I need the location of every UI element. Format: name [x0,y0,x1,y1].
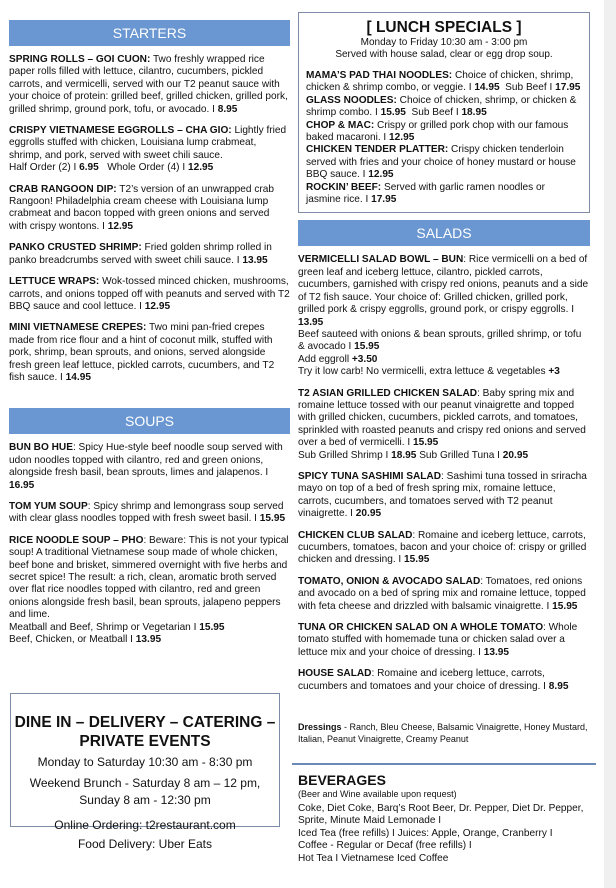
item-desc: : Romaine and iceberg lettuce, carrots, cucumbers, tomatoes, bacon and your choice of: crispy or grilled chicken and dressing. I [298,529,587,566]
item-name: TOMATO, ONION & AVOCADO SALAD [298,575,481,587]
item-price: 14.95 [65,371,91,383]
bun-option-3 [298,366,590,378]
item-desc: Choice of chicken, shrimp, or chicken & shrimp combo. I [306,94,577,119]
option-label: Beef sauteed with onions & bean sprouts, grilled shrimp, or tofu & avocado I [298,328,582,353]
option-price: 15.95 [354,341,380,353]
item-price: 8.95 [548,680,569,692]
item-name: CRAB RANGOON DIP: [9,183,117,195]
item-name: CHICKEN TENDER PLATTER: [306,144,449,156]
item-desc: : Sashimi tuna tossed in sriracha mayo on top of a bed of fresh spring mix, romaine lettuce, carrots, cucumbers, and tomatoes served with T2 peanut vinaigrette. I [298,470,587,520]
item-desc: Wok-tossed minced chicken, mushrooms, carrots, and onions topped off with peanuts and served with T2 BBQ sauce and cool lettuce. I [9,276,290,312]
whole-order-label: Whole Order (4) I [107,162,188,174]
info-hours: Monday to Saturday 10:30 am - 8:30 pm [37,755,253,769]
menu-item-chicken-tender-platter [306,144,582,181]
item-name: CHOP & MAC: [306,119,375,131]
right-column [298,0,590,865]
menu-item-panko-shrimp [9,242,290,267]
menu-item-pho [9,535,290,647]
lunch-specials-box [298,12,590,213]
pho-option-1 [9,622,290,634]
item-name: MAMA’S PAD THAI NOODLES: [306,70,453,81]
beverage-line: Coffee - Regular or Decaf (free refills) I [298,840,472,852]
item-price: 20.95 [355,508,382,520]
sub-price: 18.95 [461,107,487,119]
dressings-label: Dressings [298,722,342,733]
item-price: 15.95 [552,600,578,612]
item-desc: Lightly fried eggrolls stuffed with chicken, Louisiana lump crabmeat, shrimp, and pork, served with sweet chili sauce. [9,125,287,161]
info-food-delivery: Food Delivery: Uber Eats [77,837,213,851]
info-brunch-line-1: Weekend Brunch - Saturday 8 am – 12 pm, [29,776,261,790]
info-title: DINE IN – DELIVERY – CATERING – PRIVATE EVENTS [14,714,276,750]
salads-header: SALADS [298,220,590,246]
item-desc: Two freshly wrapped rice paper rolls filled with lettuce, cilantro, cucumbers, pickled carrots, and vermicelli, served with our T2 peanut sauce with your choice of protein: grilled beef, grilled chicken, grilled pork, grilled shrimp, ground pork, tofu, or avocado. I [9,54,288,115]
lunch-note: Served with house salad, clear or egg drop soup. [335,49,553,60]
lunch-items [306,70,582,206]
item-price: 12.95 [107,220,133,232]
sub-price: 17.95 [555,82,581,94]
beverage-line: Coke, Diet Coke, Barq’s Root Beer, Dr. Pepper, Diet Dr. Pepper, Sprite, Minute Maid Lemonade I [298,803,584,827]
menu-item-house-salad [298,668,590,693]
lunch-title: [ LUNCH SPECIALS ] [366,19,522,36]
item-desc: Crispy chicken tenderloin served with fries and your choice of honey mustard or house BBQ sauce. I [306,144,576,181]
info-online-ordering: Online Ordering: t2restaurant.com [54,818,236,832]
item-price: 15.95 [380,107,406,119]
item-name: BUN BO HUE [9,442,73,454]
item-price: 13.95 [298,316,324,328]
beverages-list [298,803,590,865]
item-desc: T2’s version of an unwrapped crab Rangoon! Philadelphia cream cheese with Louisiana lump crabmeat and bacon topped with green onions and served with crispy wontons. I [9,183,274,232]
item-price: 17.95 [371,194,397,206]
item-name: CRISPY VIETNAMESE EGGROLLS – CHA GIO: [9,125,232,137]
item-desc: Fried golden shrimp rolled in panko breadcrumbs served with sweet chili sauce. I [9,242,272,266]
beverage-line: Hot Tea I Vietnamese Iced Coffee [298,852,449,864]
option-price: 15.95 [199,621,225,633]
item-desc: : Romaine and iceberg lettuce, carrots, cucumbers and tomatoes and your choice of dressing. I [298,668,549,692]
menu-item-bun-bo-hue [9,442,290,492]
menu-item-spicy-tuna-salad [298,471,590,521]
sub-options [298,450,590,462]
item-name: CHICKEN CLUB SALAD [298,529,413,541]
menu-item-glass-noodles [306,95,582,120]
menu-item-tom-yum [9,501,290,526]
item-price: 12.95 [368,169,394,181]
item-desc: : Spicy Hue-style beef noodle soup served with udon noodles topped with cilantro, red and green onions, alongside fresh basil, bean sprouts, limes and jalapenos. I [9,442,283,479]
item-price-line [9,162,290,174]
item-price: 8.95 [217,103,238,115]
option-label: Try it low carb! No vermicelli, extra lettuce & vegetables [298,366,549,378]
menu-item-lettuce-wraps [9,276,290,313]
option-label: Beef, Chicken, or Meatball I [9,634,136,646]
item-name: HOUSE SALAD [298,668,372,680]
item-desc: Crispy or grilled pork chop with our famous baked macaroni. I [306,119,569,144]
item-desc: Choice of chicken, shrimp, chicken & shrimp combo, or veggie. I [306,70,574,94]
item-name: MINI VIETNAMESE CREPES: [9,322,147,334]
item-desc: Two mini pan-fried crepes made from rice flour and a hint of coconut milk, stuffed with pork, shrimp, bean sprouts, and onions, served alongside fresh green leaf lettuce, pickled carrots, cucumbers, and T2 fish sauce. I [9,322,275,383]
item-desc: : Rice vermicelli on a bed of green leaf and iceberg lettuce, cilantro, pickled carrots, cucumbers, garnished with crispy red onions, peanuts and a side of T2 fish sauce. Your choice of: Grilled chicken, grilled pork, grilled pork & crispy eggrolls, ground pork, or crispy eggrolls. I [298,254,589,316]
item-price: 12.95 [144,300,171,312]
beverages-title: BEVERAGES [298,772,386,789]
item-desc: : Whole tomato stuffed with homemade tuna or chicken salad over a lettuce mix and your choice of dressing. I [298,622,578,658]
bun-option-1 [298,329,590,354]
menu-item-mini-crepes [9,322,290,384]
item-name: TOM YUM SOUP [9,500,88,512]
dressings-list: - Ranch, Bleu Cheese, Balsamic Vinaigrette, Honey Mustard, Italian, Peanut Vinaigrette, Creamy Peanut [298,722,588,745]
option-price: +3.50 [351,353,378,365]
item-price: 13.95 [483,646,509,658]
option-price: 13.95 [135,634,162,646]
item-desc: : Beware: This is not your typical soup! A traditional Vietnamese soup made of whole chicken, beef bone and brisket, simmered overnight with five herbs and secret spice! The result: a rich, clean, aromatic broth served over flat rice noodles topped with cilantro, red and green onions alongside fresh basil, bean sprouts, jalapeno peppers and lime. [9,534,289,621]
bun-option-2 [298,354,590,366]
info-brunch-line-2: Sunday 8 am - 12:30 pm [79,793,211,807]
item-name: PANKO CRUSTED SHRIMP: [9,242,142,254]
lunch-hours: Monday to Friday 10:30 am - 3:00 pm [360,37,528,48]
half-order-price: 6.95 [79,162,99,174]
item-name: T2 ASIAN GRILLED CHICKEN SALAD [298,387,478,399]
menu-item-spring-rolls [9,54,290,116]
item-desc: : Baby spring mix and romaine lettuce tossed with our peanut vinaigrette and topped with grilled chicken, cucumbers, pickled carrots, and tomatoes, sprinkled with roasted peanuts and crispy red onions and served over a bed of vermicelli. I [298,387,586,449]
option-label: Sub Grilled Tuna I [416,449,503,461]
menu-item-rockin-beef [306,182,582,207]
item-price: 15.95 [404,554,430,566]
menu-item-chicken-club-salad [298,530,590,567]
beverages-note: (Beer and Wine available upon request) [298,789,457,800]
menu-item-crab-rangoon-dip [9,184,290,234]
item-desc: : Spicy shrimp and lemongrass soup served with clear glass noodles topped with fresh sweet basil. I [9,500,284,525]
option-price: 20.95 [502,449,529,461]
option-label: Add eggroll [298,353,352,365]
half-order-label: Half Order (2) I [9,162,80,174]
menu-item-asian-chicken-salad [298,388,590,462]
item-desc: Served with garlic ramen noodles or jasmine rice. I [306,181,545,206]
item-price: 15.95 [413,437,439,449]
item-price: 13.95 [242,254,268,266]
item-name: SPICY TUNA SASHIMI SALAD [298,470,442,482]
menu-item-tomato-onion-avocado-salad [298,576,590,613]
option-label: Meatball and Beef, Shrimp or Vegetarian I [9,621,200,633]
option-price: +3 [548,366,560,378]
sub-label: Sub Beef I [405,107,462,119]
whole-order-price: 12.95 [187,162,214,174]
menu-item-chop-mac [306,120,582,145]
item-price: 12.95 [389,132,415,144]
item-name: RICE NOODLE SOUP – PHO [9,534,144,546]
item-price: 14.95 [474,82,500,94]
item-name: SPRING ROLLS – GOI CUON: [9,54,151,65]
pho-option-2 [9,634,290,646]
page-edge-strip [604,0,616,888]
menu-item-vermicelli-bowl [298,254,590,378]
item-name: TUNA OR CHICKEN SALAD ON A WHOLE TOMATO [298,622,544,634]
info-box [10,693,280,851]
item-price: 16.95 [9,479,35,491]
item-desc: : Tomatoes, red onions and avocado on a bed of spring mix and romaine lettuce, topped with feta cheese and drizzled with balsamic vinaigrette. I [298,575,586,612]
item-name: ROCKIN’ BEEF: [306,181,382,193]
option-label: Sub Grilled Shrimp I [298,449,392,461]
beverage-line: Iced Tea (free refills) I Juices: Apple, Orange, Cranberry I [298,827,553,839]
item-price: 15.95 [259,513,286,525]
menu-item-whole-tomato-salad [298,622,590,659]
menu-item-pad-thai [306,70,582,95]
item-name: LETTUCE WRAPS: [9,276,100,288]
dressings-note [298,721,590,745]
option-price: 18.95 [391,449,417,461]
soups-header: SOUPS [9,408,290,434]
beverages-divider [292,763,596,765]
item-name: VERMICELLI SALAD BOWL – BUN [298,254,464,266]
left-column [9,0,290,655]
item-name: GLASS NOODLES: [306,94,397,106]
menu-item-eggrolls [9,125,290,175]
sub-label: Sub Beef I [499,82,556,94]
starters-header: STARTERS [9,20,290,46]
